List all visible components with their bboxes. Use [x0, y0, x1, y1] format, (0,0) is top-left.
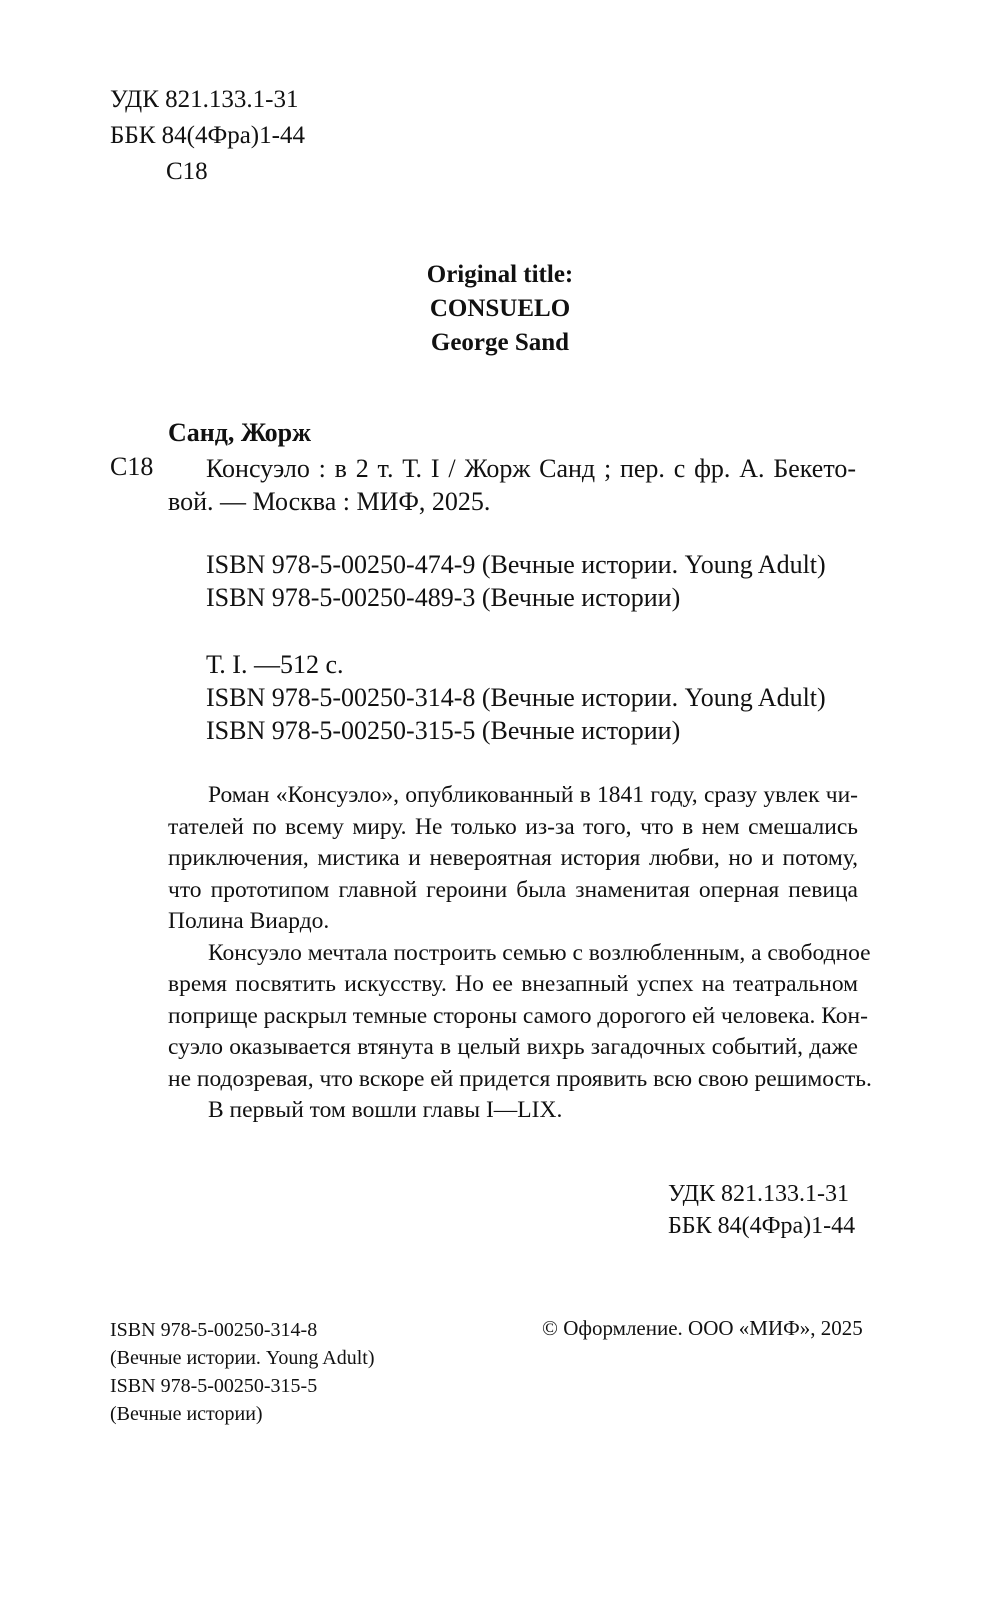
annotation-line: В первый том вошли главы I—LIX.: [208, 1097, 563, 1123]
classification-bbk: ББК 84(4Фра)1-44: [668, 1213, 856, 1239]
set-isbn-list: [206, 548, 826, 614]
annotation-line: поприще раскрыл темные стороны самого дорогого ей человека. Кон-: [168, 1002, 868, 1029]
footer-isbn-line: (Вечные истории. Young Adult): [110, 1347, 375, 1369]
classification-udk: УДК 821.133.1-31: [668, 1181, 849, 1207]
bib-line-2: вой. — Москва : МИФ, 2025.: [168, 487, 491, 516]
classification-codes: [668, 1178, 855, 1242]
header-author-sign: С18: [166, 158, 208, 185]
volume-info: [206, 648, 826, 747]
bib-line-1: Консуэло : в 2 т. Т. I / Жорж Санд ; пер. с фр. А. Бекето-: [206, 454, 856, 483]
author-heading: Санд, Жорж: [168, 418, 311, 447]
original-title-label: Original title:: [426, 261, 574, 288]
footer-isbn-line: ISBN 978-5-00250-314-8: [110, 1319, 318, 1341]
volume-isbn-line: ISBN 978-5-00250-314-8 (Вечные истории. Young Adult): [206, 683, 826, 712]
annotation-line: приключения, мистика и невероятная история любви, но и потому,: [168, 845, 858, 871]
volume-pages: Т. I. —512 с.: [206, 650, 344, 679]
annotation-line: суэло оказывается втянута в целый вихрь загадочных событий, даже: [168, 1034, 858, 1060]
header-udk: УДК 821.133.1-31: [110, 86, 299, 113]
author-cipher: С18: [110, 452, 154, 481]
header-bbk: ББК 84(4Фра)1-44: [110, 122, 305, 149]
header-codes: [110, 82, 305, 190]
annotation: [168, 780, 872, 1127]
original-title: CONSUELO: [429, 295, 571, 322]
original-author: George Sand: [430, 329, 570, 356]
annotation-line: не подозревая, что вскоре ей придется проявить всю свою решимость.: [168, 1065, 872, 1092]
annotation-line: Консуэло мечтала построить семью с возлюбленным, а свободное: [208, 939, 871, 966]
annotation-line: Полина Виардо.: [168, 908, 330, 934]
annotation-line: тателей по всему миру. Не только из-за того, что в нем смешались: [168, 813, 858, 840]
original-title-block: [0, 258, 1000, 360]
footer-isbn-line: (Вечные истории): [110, 1403, 263, 1425]
copyright-notice: © Оформление. ООО «МИФ», 2025: [542, 1316, 863, 1340]
annotation-line: время посвятить искусству. Но ее внезапный успех на театральном: [168, 971, 858, 997]
annotation-line: что прототипом главной героини была знаменитая оперная певица: [168, 876, 858, 903]
set-isbn-line: ISBN 978-5-00250-474-9 (Вечные истории. Young Adult): [206, 550, 826, 579]
footer-isbn-line: ISBN 978-5-00250-315-5: [110, 1375, 318, 1397]
volume-isbn-line: ISBN 978-5-00250-315-5 (Вечные истории): [206, 716, 681, 745]
annotation-line: Роман «Консуэло», опубликованный в 1841 году, сразу увлек чи-: [208, 782, 858, 808]
footer-isbn-block: [110, 1316, 374, 1428]
set-isbn-line: ISBN 978-5-00250-489-3 (Вечные истории): [206, 583, 681, 612]
